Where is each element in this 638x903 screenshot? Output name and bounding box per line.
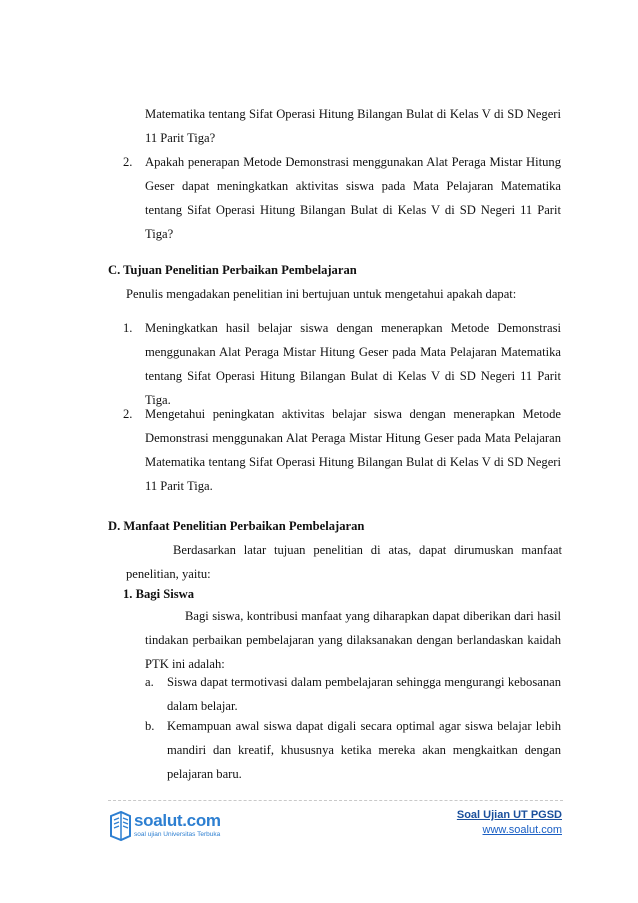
section-d-intro xyxy=(126,538,562,586)
section-d-heading: D. Manfaat Penelitian Perbaikan Pembelajaran xyxy=(108,519,365,533)
bagi-siswa-intro-text: Bagi siswa, kontribusi manfaat yang diharapkan dapat diberikan dari hasil tindakan perbaikan pembelajaran yang dilaksanakan dengan berlandaskan kaidah PTK ini adalah: xyxy=(145,609,561,671)
question-1-continuation xyxy=(145,102,561,150)
logo-wordmark: soalut.com xyxy=(134,811,221,830)
soalut-logo xyxy=(108,808,228,844)
list-item-text: Kemampuan awal siswa dapat digali secara optimal agar siswa belajar lebih mandiri dan kreatif, khususnya ketika mereka akan mengkaitkan dengan pelajaran baru. xyxy=(167,719,561,781)
footer-divider xyxy=(108,800,563,801)
list-item-letter: b. xyxy=(145,719,155,733)
list-item-number: 2. xyxy=(123,407,133,421)
section-c-intro: Penulis mengadakan penelitian ini bertujuan untuk mengetahui apakah dapat: xyxy=(126,287,517,301)
section-c-heading: C. Tujuan Penelitian Perbaikan Pembelajaran xyxy=(108,263,357,277)
logo-tagline: soal ujian Universitas Terbuka xyxy=(134,831,221,838)
list-item-text: Meningkatkan hasil belajar siswa dengan menerapkan Metode Demonstrasi menggunakan Alat Peraga Mistar Hitung Geser pada Mata Pelajaran Matematika tentang Sifat Operasi Hitung Bilangan Bulat di Kelas V di SD Negeri 11 Parit Tiga. xyxy=(145,321,561,407)
footer-link[interactable]: www.soalut.com xyxy=(482,824,562,836)
list-item xyxy=(123,402,561,498)
question-1-text: Matematika tentang Sifat Operasi Hitung Bilangan Bulat di Kelas V di SD Negeri 11 Parit Tiga? xyxy=(145,107,561,145)
section-d-intro-text: Berdasarkan latar tujuan penelitian di atas, dapat dirumuskan manfaat penelitian, yaitu: xyxy=(126,543,562,581)
list-item-number: 1. xyxy=(123,321,133,335)
list-item xyxy=(123,316,561,412)
sub-heading-bagi-siswa: 1. Bagi Siswa xyxy=(123,587,195,601)
list-item xyxy=(145,714,561,786)
question-2-number: 2. xyxy=(123,155,133,169)
book-stack-icon xyxy=(108,810,134,842)
footer-title: Soal Ujian UT PGSD xyxy=(456,809,562,821)
bagi-siswa-intro xyxy=(145,604,561,676)
footer-info xyxy=(457,808,562,838)
list-item xyxy=(145,670,561,718)
question-2-text: Apakah penerapan Metode Demonstrasi menggunakan Alat Peraga Mistar Hitung Geser dapat meningkatkan aktivitas siswa pada Mata Pelajaran Matematika tentang Sifat Operasi Hitung Bilangan Bulat di Kelas V di SD Negeri 11 Parit Tiga? xyxy=(145,155,561,241)
list-item-letter: a. xyxy=(145,675,154,689)
list-item-text: Mengetahui peningkatan aktivitas belajar siswa dengan menerapkan Metode Demonstrasi menggunakan Alat Peraga Mistar Hitung Geser pada Mata Pelajaran Matematika tentang Sifat Operasi Hitung Bilangan Bulat di Kelas V di SD Negeri 11 Parit Tiga. xyxy=(145,407,561,493)
question-2 xyxy=(123,150,561,246)
list-item-text: Siswa dapat termotivasi dalam pembelajaran sehingga mengurangi kebosanan dalam belajar. xyxy=(167,675,561,713)
